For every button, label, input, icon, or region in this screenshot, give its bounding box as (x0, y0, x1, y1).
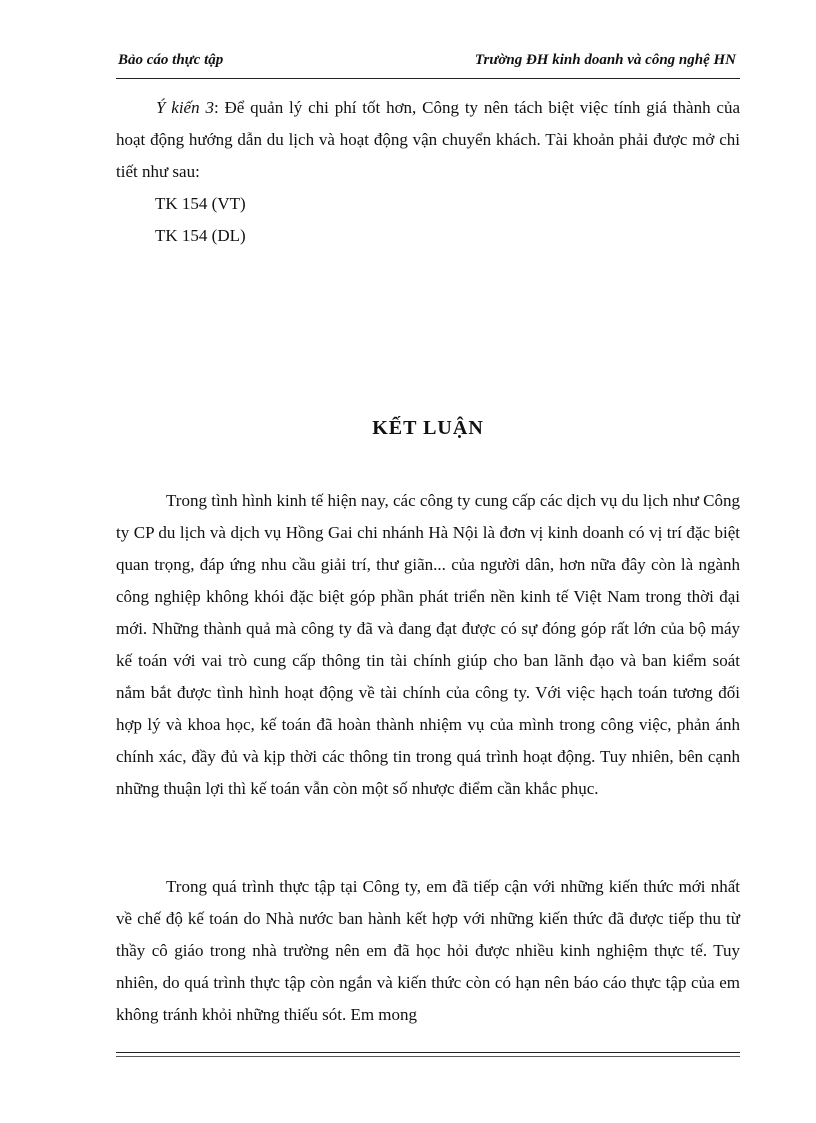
footer-divider-bottom (116, 1056, 740, 1057)
idea-label: Ý kiến 3 (156, 98, 214, 117)
conclusion-title: KẾT LUẬN (372, 417, 484, 439)
header-school-name: Trường ĐH kinh doanh và công nghệ HN (474, 52, 736, 68)
idea-text: : Để quản lý chi phí tốt hơn, Công ty nên tách biệt việc tính giá thành của hoạt động hướng dẫn du lịch và hoạt động vận chuyển khách. Tài khoản phải được mở chi tiết như sau: (116, 98, 740, 181)
account-item: TK 154 (DL) (155, 226, 246, 245)
conclusion-paragraph-2: Trong quá trình thực tập tại Công ty, em đã tiếp cận với những kiến thức mới nhất về chế độ kế toán do Nhà nước ban hành kết hợp với những kiến thức đã được tiếp thu từ thầy cô giáo trong nhà trường nên em đã học hỏi được nhiều kinh nghiệm thực tế. Tuy nhiên, do quá trình thực tập còn ngắn và kiến thức còn có hạn nên báo cáo thực tập của em không tránh khỏi những thiếu sót. Em mong (116, 877, 740, 1024)
footer-divider-top (116, 1052, 740, 1053)
header-divider (116, 78, 740, 79)
account-item: TK 154 (VT) (155, 194, 246, 213)
conclusion-paragraph-1: Trong tình hình kinh tế hiện nay, các công ty cung cấp các dịch vụ du lịch như Công ty CP du lịch và dịch vụ Hồng Gai chi nhánh Hà Nội là đơn vị kinh doanh có vị trí đặc biệt quan trọng, đáp ứng nhu cầu giải trí, thư giãn... của người dân, hơn nữa đây còn là ngành công nghiệp không khói đặc biệt góp phần phát triển nền kinh tế Việt Nam trong thời đại mới. Những thành quả mà công ty đã và đang đạt được có sự đóng góp rất lớn của bộ máy kế toán với vai trò cung cấp thông tin tài chính giúp cho ban lãnh đạo và ban kiểm soát nắm bắt được tình hình hoạt động về tài chính của công ty. Với việc hạch toán tương đối hợp lý và khoa học, kế toán đã hoàn thành nhiệm vụ của mình trong công việc, phản ánh chính xác, đầy đủ và kịp thời các thông tin trong quá trình hoạt động. Tuy nhiên, bên cạnh những thuận lợi thì kế toán vẫn còn một số nhược điểm cần khắc phục. (116, 491, 740, 798)
header-report-title: Bảo cáo thực tập (118, 52, 224, 68)
idea-paragraph (116, 92, 740, 188)
page-header (116, 50, 738, 72)
